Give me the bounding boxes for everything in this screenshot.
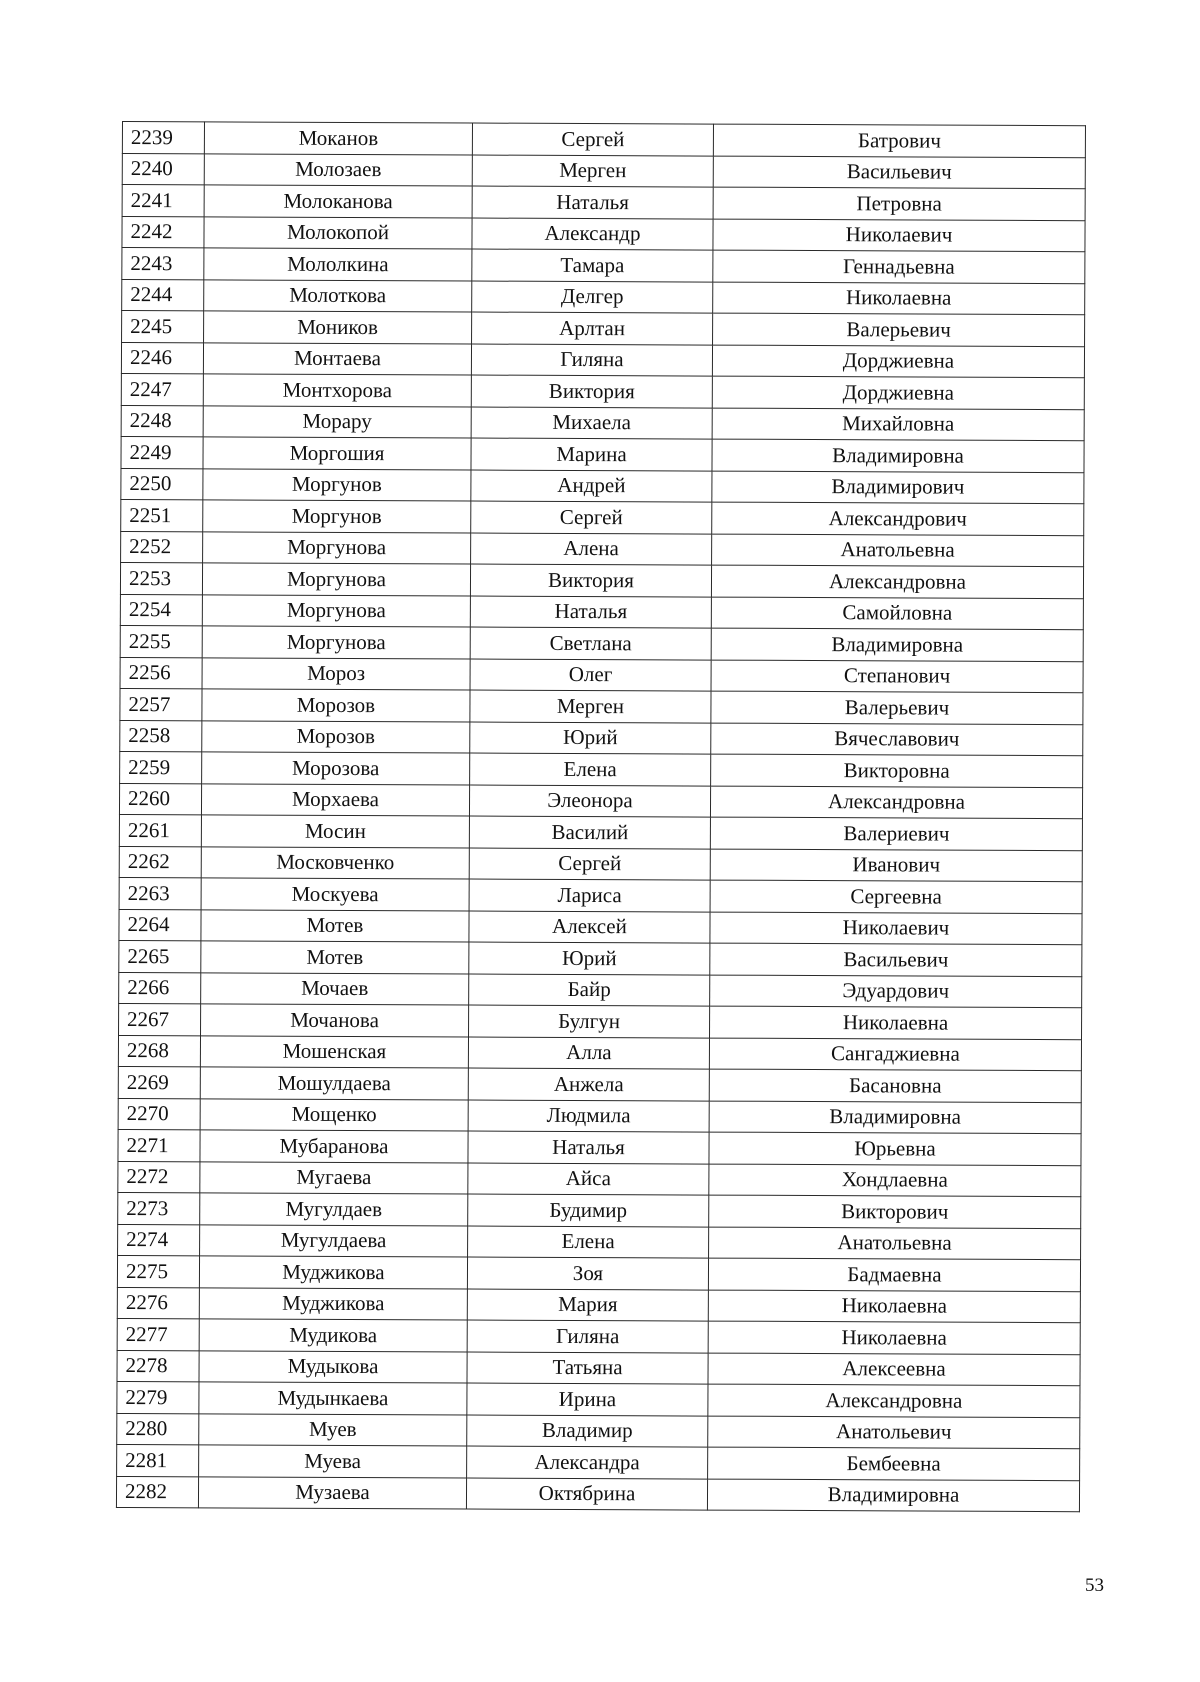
row-number-cell: 2272: [118, 1161, 200, 1193]
patronymic-cell: Владимировна: [711, 628, 1083, 661]
last-name-cell: Моргунова: [202, 626, 470, 659]
patronymic-cell: Бадмаевна: [708, 1258, 1080, 1291]
first-name-cell: Мерген: [470, 690, 711, 723]
last-name-cell: Моников: [204, 311, 472, 344]
table-row: [122, 185, 1085, 221]
patronymic-cell: Валерьевич: [713, 313, 1085, 346]
table-row: [117, 1350, 1080, 1386]
last-name-cell: Молозаев: [204, 153, 472, 186]
table-row: [118, 1098, 1081, 1134]
first-name-cell: Наталья: [472, 186, 713, 219]
table-row: [122, 153, 1085, 189]
patronymic-cell: Анатольевич: [708, 1416, 1080, 1449]
table-row: [120, 594, 1083, 630]
name-list-table: [116, 121, 1086, 1512]
table-row: [118, 1129, 1081, 1165]
patronymic-cell: Эдуардович: [710, 975, 1082, 1008]
last-name-cell: Московченко: [201, 846, 469, 879]
patronymic-cell: Николаевна: [713, 282, 1085, 315]
row-number-cell: 2276: [117, 1287, 199, 1319]
last-name-cell: Морозов: [202, 689, 470, 722]
row-number-cell: 2281: [117, 1444, 199, 1476]
first-name-cell: Анжела: [468, 1068, 709, 1101]
table-row: [122, 279, 1085, 315]
row-number-cell: 2263: [119, 877, 201, 909]
table-row: [121, 468, 1084, 504]
row-number-cell: 2279: [117, 1381, 199, 1413]
patronymic-cell: Батрович: [713, 124, 1085, 157]
first-name-cell: Марина: [471, 438, 712, 471]
patronymic-cell: Иванович: [710, 849, 1082, 882]
row-number-cell: 2240: [122, 153, 204, 185]
table-row: [117, 1255, 1080, 1291]
patronymic-cell: Владимировна: [712, 439, 1084, 472]
patronymic-cell: Николаевна: [708, 1321, 1080, 1354]
table-row: [119, 783, 1082, 819]
table-row: [122, 248, 1085, 284]
first-name-cell: Юрий: [469, 942, 710, 975]
first-name-cell: Сергей: [469, 848, 710, 881]
row-number-cell: 2264: [119, 909, 201, 941]
first-name-cell: Сергей: [471, 501, 712, 534]
patronymic-cell: Валериевич: [710, 817, 1082, 850]
table-row: [121, 373, 1084, 409]
patronymic-cell: Александровна: [708, 1384, 1080, 1417]
row-number-cell: 2242: [122, 216, 204, 248]
row-number-cell: 2244: [122, 279, 204, 311]
first-name-cell: Лариса: [469, 879, 710, 912]
row-number-cell: 2273: [118, 1192, 200, 1224]
row-number-cell: 2256: [120, 657, 202, 689]
row-number-cell: 2248: [121, 405, 203, 437]
last-name-cell: Морару: [203, 405, 471, 438]
last-name-cell: Морозова: [202, 752, 470, 785]
first-name-cell: Элеонора: [469, 785, 710, 818]
last-name-cell: Мугаева: [200, 1161, 468, 1194]
first-name-cell: Байр: [469, 974, 710, 1007]
patronymic-cell: Александрович: [712, 502, 1084, 535]
first-name-cell: Виктория: [470, 564, 711, 597]
table-row: [117, 1444, 1080, 1480]
patronymic-cell: Дорджиевна: [712, 376, 1084, 409]
row-number-cell: 2270: [118, 1098, 200, 1130]
row-number-cell: 2253: [120, 562, 202, 594]
row-number-cell: 2252: [121, 531, 203, 563]
table-row: [118, 1066, 1081, 1102]
first-name-cell: Наталья: [468, 1131, 709, 1164]
patronymic-cell: Николаевна: [708, 1290, 1080, 1323]
first-name-cell: Алла: [468, 1037, 709, 1070]
last-name-cell: Муев: [199, 1413, 467, 1446]
patronymic-cell: Юрьевна: [709, 1132, 1081, 1165]
row-number-cell: 2280: [117, 1413, 199, 1445]
table-row: [120, 562, 1083, 598]
patronymic-cell: Геннадьевна: [713, 250, 1085, 283]
last-name-cell: Мудыкова: [199, 1350, 467, 1383]
row-number-cell: 2241: [122, 185, 204, 217]
last-name-cell: Музаева: [198, 1476, 466, 1509]
row-number-cell: 2249: [121, 436, 203, 468]
row-number-cell: 2245: [122, 311, 204, 343]
last-name-cell: Моргунов: [203, 500, 471, 533]
table-row: [121, 436, 1084, 472]
table-row: [121, 342, 1084, 378]
last-name-cell: Морозов: [202, 720, 470, 753]
row-number-cell: 2266: [119, 972, 201, 1004]
last-name-cell: Молоканова: [204, 185, 472, 218]
last-name-cell: Мололкина: [204, 248, 472, 281]
patronymic-cell: Анатольевна: [709, 1227, 1081, 1260]
table-row: [120, 625, 1083, 661]
last-name-cell: Моргунова: [202, 563, 470, 596]
first-name-cell: Юрий: [470, 722, 711, 755]
first-name-cell: Олег: [470, 659, 711, 692]
table-row: [121, 499, 1084, 535]
table-row: [119, 877, 1082, 913]
first-name-cell: Наталья: [470, 596, 711, 629]
last-name-cell: Монтаева: [203, 342, 471, 375]
last-name-cell: Мошенская: [200, 1035, 468, 1068]
row-number-cell: 2267: [119, 1003, 201, 1035]
first-name-cell: Гиляна: [467, 1320, 708, 1353]
row-number-cell: 2274: [118, 1224, 200, 1256]
patronymic-cell: Викторович: [709, 1195, 1081, 1228]
patronymic-cell: Алексеевна: [708, 1353, 1080, 1386]
row-number-cell: 2275: [117, 1255, 199, 1287]
patronymic-cell: Михайловна: [712, 408, 1084, 441]
patronymic-cell: Владимировна: [707, 1479, 1079, 1512]
last-name-cell: Мощенко: [200, 1098, 468, 1131]
row-number-cell: 2262: [119, 846, 201, 878]
row-number-cell: 2268: [118, 1035, 200, 1067]
patronymic-cell: Сангаджиевна: [709, 1038, 1081, 1071]
row-number-cell: 2251: [121, 499, 203, 531]
patronymic-cell: Бембеевна: [708, 1447, 1080, 1480]
row-number-cell: 2269: [118, 1066, 200, 1098]
row-number-cell: 2271: [118, 1129, 200, 1161]
last-name-cell: Моргунова: [203, 531, 471, 564]
first-name-cell: Сергей: [472, 123, 713, 156]
first-name-cell: Андрей: [471, 470, 712, 503]
first-name-cell: Ирина: [467, 1383, 708, 1416]
last-name-cell: Муджикова: [199, 1287, 467, 1320]
last-name-cell: Мороз: [202, 657, 470, 690]
patronymic-cell: Васильевич: [710, 943, 1082, 976]
patronymic-cell: Басановна: [709, 1069, 1081, 1102]
table-row: [122, 311, 1085, 347]
table-row: [117, 1381, 1080, 1417]
patronymic-cell: Александровна: [711, 565, 1083, 598]
first-name-cell: Светлана: [470, 627, 711, 660]
first-name-cell: Александр: [472, 218, 713, 251]
table-row: [119, 940, 1082, 976]
patronymic-cell: Владимирович: [712, 471, 1084, 504]
last-name-cell: Молоткова: [204, 279, 472, 312]
patronymic-cell: Петровна: [713, 187, 1085, 220]
last-name-cell: Моргунова: [202, 594, 470, 627]
table-row: [120, 751, 1083, 787]
patronymic-cell: Александровна: [710, 786, 1082, 819]
first-name-cell: Делгер: [472, 281, 713, 314]
first-name-cell: Тамара: [472, 249, 713, 282]
last-name-cell: Моргунов: [203, 468, 471, 501]
table-row: [119, 846, 1082, 882]
row-number-cell: 2258: [120, 720, 202, 752]
patronymic-cell: Вячеславович: [711, 723, 1083, 756]
last-name-cell: Мотев: [201, 941, 469, 974]
last-name-cell: Моканов: [204, 122, 472, 155]
table-row: [120, 688, 1083, 724]
patronymic-cell: Сергеевна: [710, 880, 1082, 913]
last-name-cell: Муева: [199, 1445, 467, 1478]
patronymic-cell: Николаевич: [713, 219, 1085, 252]
last-name-cell: Монтхорова: [203, 374, 471, 407]
table-row: [118, 1161, 1081, 1197]
table-row: [117, 1287, 1080, 1323]
patronymic-cell: Николаевна: [710, 1006, 1082, 1039]
table-row: [122, 216, 1085, 252]
last-name-cell: Мосин: [201, 815, 469, 848]
last-name-cell: Мотев: [201, 909, 469, 942]
row-number-cell: 2282: [116, 1476, 198, 1508]
patronymic-cell: Степанович: [711, 660, 1083, 693]
last-name-cell: Мугулдаев: [200, 1193, 468, 1226]
table-row: [118, 1192, 1081, 1228]
last-name-cell: Мочанова: [201, 1004, 469, 1037]
table-row: [119, 909, 1082, 945]
first-name-cell: Айса: [468, 1163, 709, 1196]
patronymic-cell: Самойловна: [711, 597, 1083, 630]
patronymic-cell: Васильевич: [713, 156, 1085, 189]
table-row: [118, 1035, 1081, 1071]
row-number-cell: 2243: [122, 248, 204, 280]
first-name-cell: Гиляна: [471, 344, 712, 377]
first-name-cell: Зоя: [467, 1257, 708, 1290]
row-number-cell: 2254: [120, 594, 202, 626]
first-name-cell: Александра: [467, 1446, 708, 1479]
first-name-cell: Елена: [470, 753, 711, 786]
row-number-cell: 2250: [121, 468, 203, 500]
first-name-cell: Октябрина: [466, 1478, 707, 1511]
row-number-cell: 2278: [117, 1350, 199, 1382]
first-name-cell: Татьяна: [467, 1352, 708, 1385]
first-name-cell: Алена: [471, 533, 712, 566]
first-name-cell: Василий: [469, 816, 710, 849]
row-number-cell: 2239: [122, 122, 204, 154]
first-name-cell: Людмила: [468, 1100, 709, 1133]
patronymic-cell: Анатольевна: [712, 534, 1084, 567]
last-name-cell: Мудикова: [199, 1319, 467, 1352]
first-name-cell: Алексей: [469, 911, 710, 944]
row-number-cell: 2247: [121, 373, 203, 405]
patronymic-cell: Хондлаевна: [709, 1164, 1081, 1197]
row-number-cell: 2260: [119, 783, 201, 815]
table-row: [120, 657, 1083, 693]
table-row: [119, 972, 1082, 1008]
table-row: [119, 814, 1082, 850]
table-row: [122, 122, 1085, 158]
row-number-cell: 2259: [120, 751, 202, 783]
last-name-cell: Моргошия: [203, 437, 471, 470]
table-row: [119, 1003, 1082, 1039]
last-name-cell: Морхаева: [201, 783, 469, 816]
table-row: [116, 1476, 1079, 1512]
patronymic-cell: Николаевич: [710, 912, 1082, 945]
last-name-cell: Мугулдаева: [200, 1224, 468, 1257]
last-name-cell: Мошулдаева: [200, 1067, 468, 1100]
table-row: [121, 405, 1084, 441]
last-name-cell: Мубаранова: [200, 1130, 468, 1163]
first-name-cell: Михаела: [471, 407, 712, 440]
first-name-cell: Мерген: [472, 155, 713, 188]
last-name-cell: Москуева: [201, 878, 469, 911]
first-name-cell: Арлтан: [472, 312, 713, 345]
table-row: [117, 1318, 1080, 1354]
row-number-cell: 2265: [119, 940, 201, 972]
row-number-cell: 2246: [121, 342, 203, 374]
first-name-cell: Виктория: [471, 375, 712, 408]
patronymic-cell: Дорджиевна: [712, 345, 1084, 378]
name-list-body: [116, 122, 1085, 1512]
first-name-cell: Елена: [468, 1226, 709, 1259]
patronymic-cell: Викторовна: [711, 754, 1083, 787]
last-name-cell: Молокопой: [204, 216, 472, 249]
first-name-cell: Будимир: [468, 1194, 709, 1227]
table-row: [117, 1413, 1080, 1449]
first-name-cell: Мария: [467, 1289, 708, 1322]
last-name-cell: Мочаев: [201, 972, 469, 1005]
table-row: [120, 720, 1083, 756]
row-number-cell: 2261: [119, 814, 201, 846]
first-name-cell: Булгун: [469, 1005, 710, 1038]
patronymic-cell: Валерьевич: [711, 691, 1083, 724]
table-row: [118, 1224, 1081, 1260]
page-number: 53: [1085, 1575, 1104, 1596]
row-number-cell: 2257: [120, 688, 202, 720]
first-name-cell: Владимир: [467, 1415, 708, 1448]
row-number-cell: 2255: [120, 625, 202, 657]
table-row: [121, 531, 1084, 567]
last-name-cell: Муджикова: [199, 1256, 467, 1289]
row-number-cell: 2277: [117, 1318, 199, 1350]
patronymic-cell: Владимировна: [709, 1101, 1081, 1134]
last-name-cell: Мудынкаева: [199, 1382, 467, 1415]
